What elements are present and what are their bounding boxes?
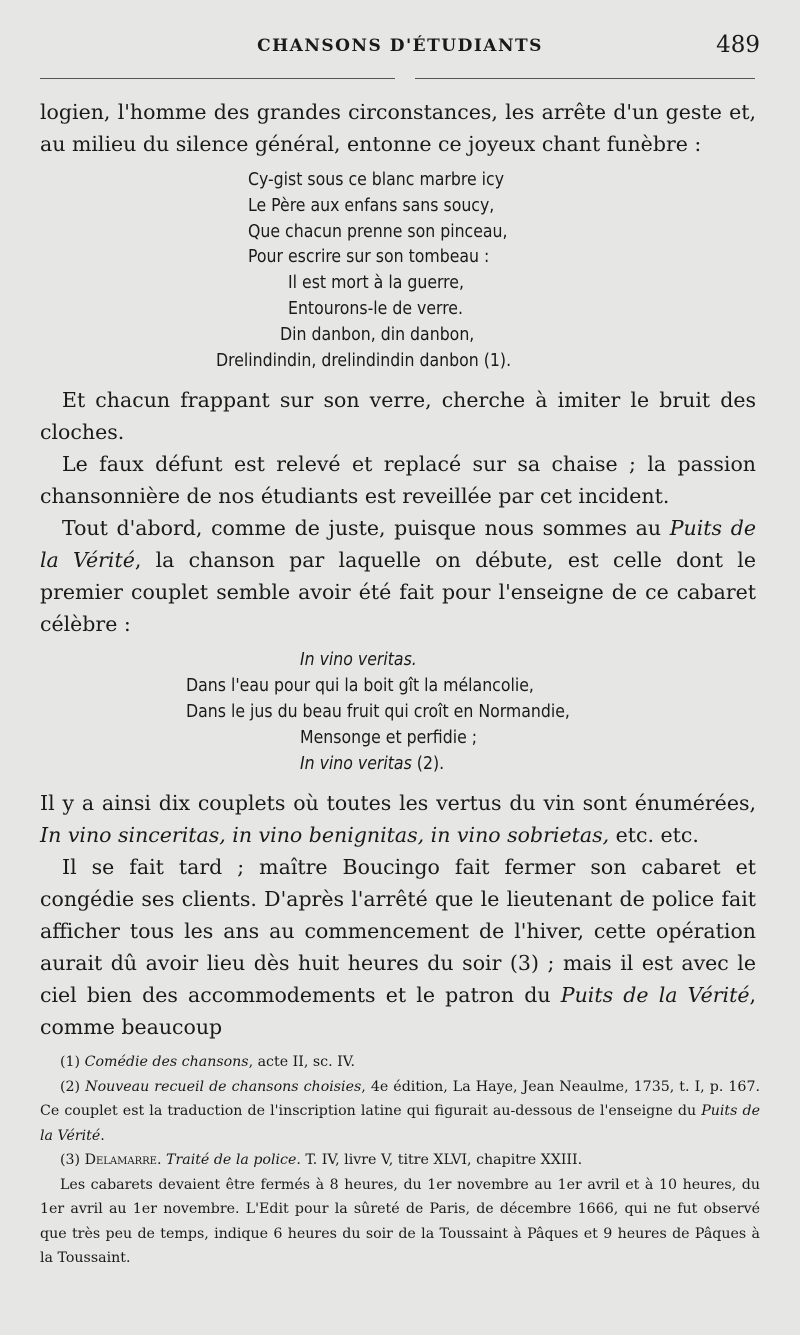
paragraph-1: logien, l'homme des grandes circonstances, les arrête d'un geste et, au milieu du silence général, entonne ce joyeux chant funèbre :	[40, 100, 756, 156]
footnote-number: (1)	[60, 1054, 85, 1070]
text-run: T. IV, livre V, titre XLVI, chapitre XXIII.	[300, 1152, 583, 1168]
text-run: Puits de la Vérité	[40, 1103, 760, 1144]
italic-title: Puits de la Vérité	[560, 983, 750, 1008]
main-text	[40, 96, 756, 1043]
italic-phrase: In vino sinceritas, in vino benignitas, in vino sobrietas,	[40, 823, 610, 848]
text-run: , acte II, sc. IV.	[248, 1054, 355, 1070]
paragraph-4	[40, 512, 756, 640]
footnote-1	[40, 1050, 760, 1075]
verse-line: Cy-gist sous ce blanc marbre icy	[248, 170, 505, 190]
paragraph-3: Le faux défunt est relevé et replacé sur sa chaise ; la passion chansonnière de nos étudiants est reveillée par cet incident.	[40, 452, 756, 509]
verse-line: Entourons-le de verre.	[288, 298, 463, 319]
footnotes	[40, 1050, 760, 1271]
italic-title: Puits de la Vérité	[40, 516, 756, 573]
text-run: etc. etc.	[609, 823, 699, 848]
running-title: CHANSONS D'ÉTUDIANTS	[257, 36, 543, 56]
text-run: .	[100, 1127, 105, 1144]
text-run: , comme beaucoup	[40, 983, 756, 1040]
text-run: Comédie des chansons	[84, 1054, 249, 1070]
text-run: Traité de la police.	[161, 1152, 301, 1168]
footnote-number: (3)	[60, 1152, 85, 1168]
verse-line: Pour escrire sur son tombeau :	[248, 247, 490, 268]
paragraph-2: Et chacun frappant sur son verre, cherche à imiter le bruit des cloches.	[40, 388, 756, 445]
paragraph-6	[40, 851, 756, 1043]
page-number: 489	[716, 32, 760, 58]
page-header	[40, 32, 760, 66]
verse-line: Din danbon, din danbon,	[280, 324, 475, 345]
verse-line: Le Père aux enfans sans soucy,	[248, 195, 495, 216]
verse-line: Dans l'eau pour qui la boit gît la mélancolie,	[186, 676, 534, 697]
text-run: , 4e édition, La Haye, Jean Neaulme, 1735, t. I, p. 167. Ce couplet est la traduction de l'inscription latine qui figurait au-dessous de l'enseigne du	[40, 1078, 760, 1119]
header-rule-right	[415, 78, 755, 79]
footnote-3	[40, 1148, 760, 1173]
verse-line	[300, 752, 756, 778]
verse-line: Mensonge et perfidie ;	[300, 727, 478, 748]
verse-line: Il est mort à la guerre,	[288, 273, 464, 294]
header-rule-left	[40, 78, 395, 79]
verse-line: Que chacun prenne son pinceau,	[248, 221, 508, 242]
paragraph-5	[40, 787, 756, 851]
footnote-3-continuation: Les cabarets devaient être fermés à 8 heures, du 1er novembre au 1er avril et à 10 heures, du 1er avril au 1er novembre. L'Edit pour la sûreté de Paris, de décembre 1666, qui ne fut observé que très peu de temps, indique 6 heures du soir de la Toussaint à Pâques et 9 heures de Pâques à la Toussaint.	[40, 1176, 760, 1266]
text-run: Tout d'abord, comme de juste, puisque nous sommes au	[62, 516, 670, 541]
text-run: Il y a ainsi dix couplets où toutes les vertus du vin sont énumérées,	[40, 791, 756, 816]
text-run: In vino veritas	[300, 753, 412, 774]
verse-line: Drelindindin, drelindindin danbon (1).	[216, 350, 512, 371]
verse-epitaph	[40, 168, 756, 374]
footnote-number: (2)	[60, 1078, 86, 1095]
verse-line: Dans le jus du beau fruit qui croît en Normandie,	[186, 701, 570, 722]
author-name: Delamarre.	[84, 1152, 162, 1168]
text-run: Il se fait tard ; maître Boucingo fait fermer son cabaret et congédie ses clients. D'après l'arrêté que le lieutenant de police fait afficher tous les ans au commencement de l'hiver, cette opération aurait dû avoir lieu dès huit heures du soir (3) ; mais il est avec le ciel bien des accommodements et le patron du	[40, 855, 756, 1008]
verse-in-vino	[40, 648, 756, 777]
text-run: , la chanson par laquelle on débute, est celle dont le premier couplet semble avoir été fait pour l'enseigne de ce cabaret célèbre :	[40, 548, 756, 637]
text-run: (2).	[411, 753, 445, 774]
footnote-2	[40, 1075, 760, 1149]
verse-line: In vino veritas.	[300, 650, 417, 671]
text-run: Nouveau recueil de chansons choisies	[85, 1078, 362, 1095]
